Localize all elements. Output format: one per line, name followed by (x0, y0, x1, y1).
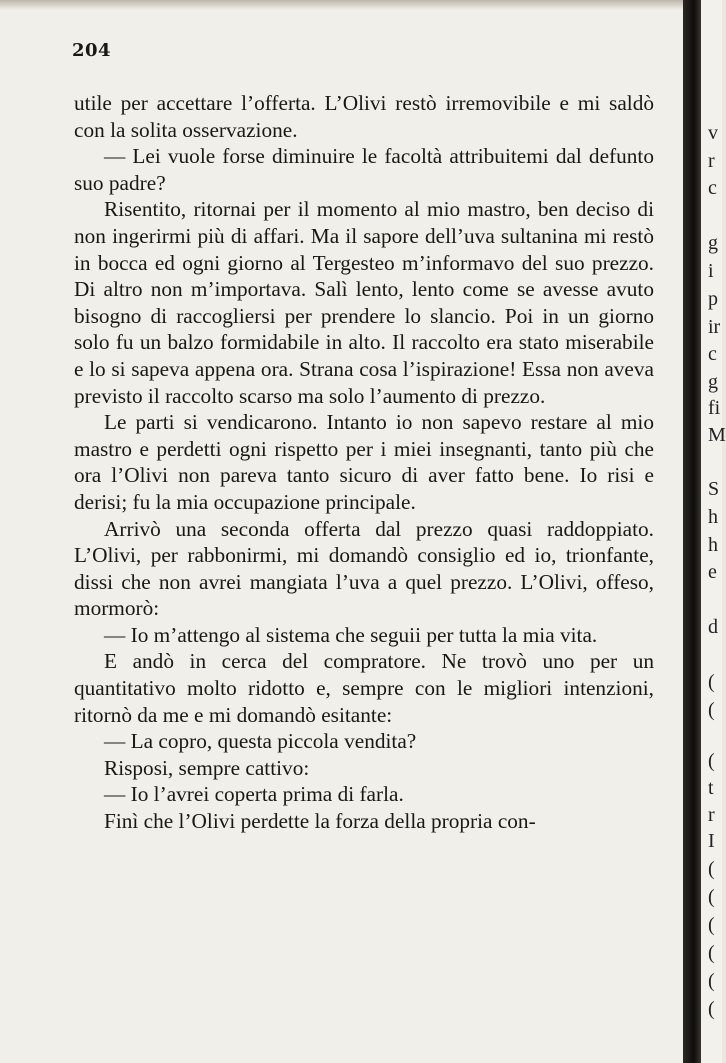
paragraph: — La copro, questa piccola vendita? (104, 729, 417, 754)
edge-letter: ( (708, 970, 715, 992)
next-page-edge-letters (705, 0, 726, 1063)
edge-letter: c (708, 343, 717, 365)
edge-letter: t (708, 777, 714, 799)
paragraph: Finì che l’Olivi perdette la forza della propria con- (104, 809, 536, 834)
edge-letter: d (708, 616, 718, 638)
edge-letter: ( (708, 914, 715, 936)
page-top-shadow (0, 0, 683, 10)
edge-letter: ( (708, 671, 715, 693)
paragraph: Le parti si vendicarono. Intanto io non sapevo restare al mio mastro e perdetti ogni rispetto per i miei insegnanti, tanto più che ora l’Olivi non pareva tanto sicuro di aver fatto bene. Io risi e derisi; fu la mia occupazione principale. (74, 410, 654, 514)
paragraph: utile per accettare l’offerta. L’Olivi restò irremovibile e mi saldò con la solita osservazione. (74, 91, 654, 142)
page-body-text (74, 90, 654, 835)
edge-letter: ir (708, 316, 721, 338)
edge-letter: h (708, 534, 718, 556)
paragraph: — Io m’attengo al sistema che seguii per tutta la mia vita. (104, 622, 598, 647)
edge-letter: p (708, 288, 718, 310)
edge-letter: ( (708, 942, 715, 964)
edge-letter: v (708, 122, 718, 144)
paragraph: — Lei vuole forse diminuire le facoltà attribuitemi dal defunto suo padre? (74, 144, 654, 195)
edge-letter: i (708, 260, 714, 282)
edge-letter: r (708, 150, 715, 172)
paragraph: — Io l’avrei coperta prima di farla. (104, 782, 404, 807)
edge-letter: ( (708, 998, 715, 1020)
edge-letter: ( (708, 886, 715, 908)
page-number: 204 (72, 40, 112, 61)
edge-letter: e (708, 561, 717, 583)
paragraph: Risposi, sempre cattivo: (104, 755, 310, 780)
edge-letter: ( (708, 750, 715, 772)
edge-letter: ( (708, 858, 715, 880)
paragraph: E andò in cerca del compratore. Ne trovò uno per un quantitativo molto ridotto e, sempre con le migliori intenzioni, ritornò da me e mi domandò esitante: (74, 649, 654, 727)
book-gutter (683, 0, 701, 1063)
paragraph: Risentito, ritornai per il momento al mio mastro, ben deciso di non ingerirmi più di affari. Ma il sapore dell’uva sultanina mi restò in bocca ed ogni giorno al Tergesteo m’informavo del suo prezzo. Di altro non m’importava. Salì lento, lento come se avesse avuto bisogno di raccogliersi per prendere lo slancio. Poi in un giorno solo fu un balzo formidabile in alto. Il raccolto era stato miserabile e lo si sapeva appena ora. Strana cosa l’ispirazione! Essa non aveva previsto il raccolto scarso ma solo l’aumento di prezzo. (74, 197, 654, 408)
edge-letter: g (708, 232, 718, 254)
edge-letter: M (708, 424, 726, 446)
paragraph: Arrivò una seconda offerta dal prezzo quasi raddoppiato. L’Olivi, per rabbonirmi, mi domandò consiglio ed io, trionfante, dissi che non avrei mangiata l’uva a quel prezzo. L’Olivi, offeso, mormorò: (74, 516, 654, 621)
edge-letter: r (708, 804, 715, 826)
edge-letter: g (708, 371, 718, 393)
edge-letter: fi (708, 397, 721, 419)
edge-letter: ( (708, 699, 715, 721)
edge-letter: S (708, 478, 720, 500)
edge-letter: c (708, 177, 717, 199)
edge-letter: h (708, 506, 718, 528)
edge-letter: I (708, 830, 715, 852)
